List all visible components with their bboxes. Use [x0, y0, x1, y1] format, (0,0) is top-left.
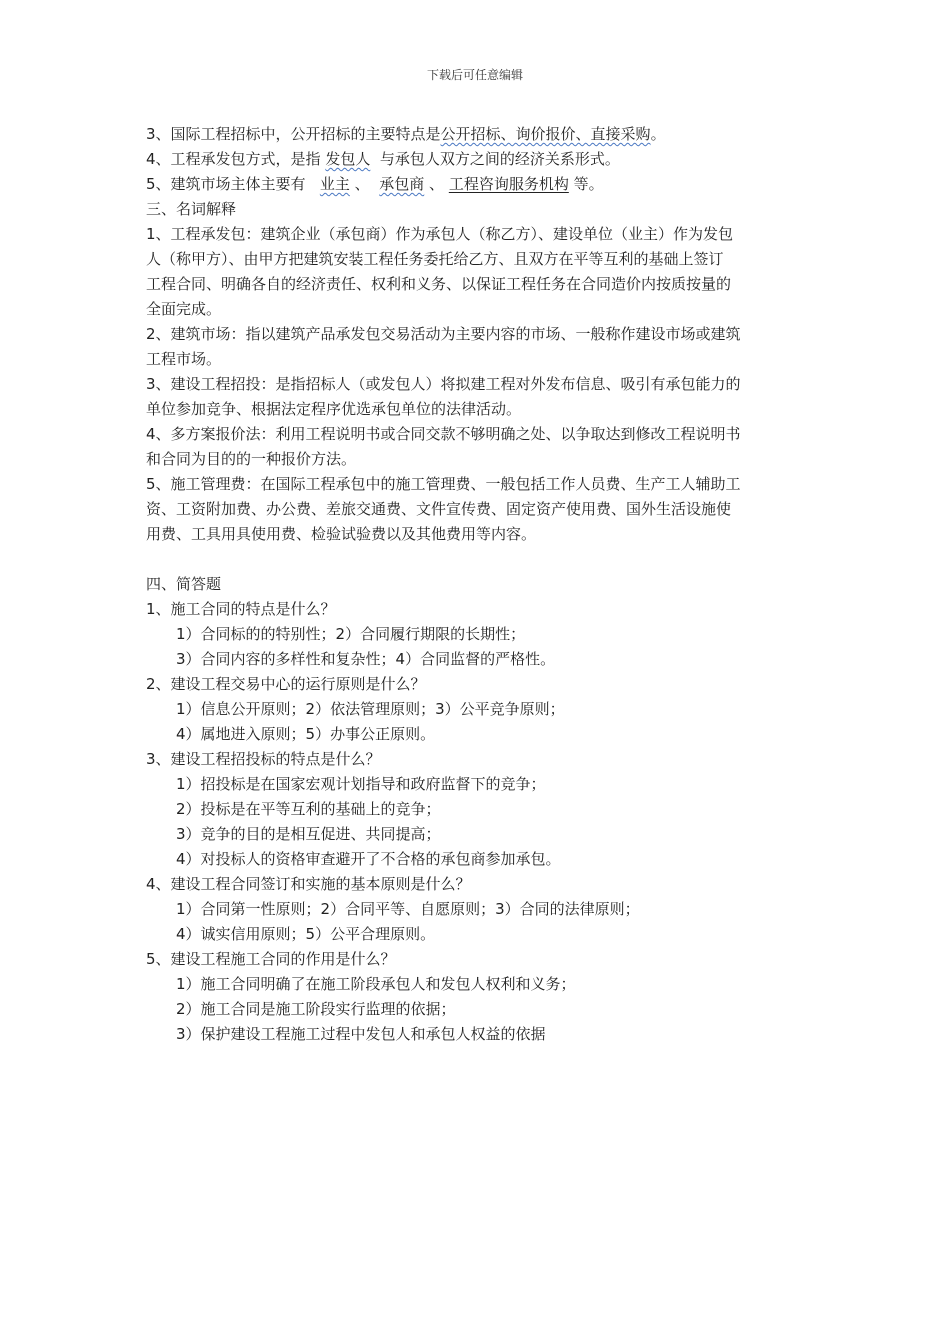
question-2	[146, 672, 811, 747]
text-line: 全面完成。	[146, 300, 222, 318]
answer-line: 4）诚实信用原则；5）公平合理原则。	[176, 925, 436, 943]
question-4	[146, 872, 811, 947]
spacer	[146, 547, 811, 572]
text-line: 4、多方案报价法：利用工程说明书或合同交款不够明确之处、以争取达到修改工程说明书	[146, 425, 741, 443]
text-line: 1、工程承发包：建筑企业（承包商）作为承包人（称乙方）、建设单位（业主）作为发包	[146, 225, 734, 243]
answer-line: 4）对投标人的资格审查避开了不合格的承包商参加承包。	[176, 850, 561, 868]
answer-line: 1）施工合同明确了在施工阶段承包人和发包人权利和义务；	[176, 975, 576, 993]
answer-line: 1）招投标是在国家宏观计划指导和政府监督下的竞争；	[176, 775, 546, 793]
section-title: 四、简答题	[146, 575, 222, 593]
page-header: 下载后可任意编辑	[426, 68, 523, 82]
question-text: 2、建设工程交易中心的运行原则是什么？	[146, 675, 426, 693]
term-definition-4	[146, 422, 811, 472]
text-line: 3、建设工程招投：是指招标人（或发包人）将拟建工程对外发布信息、吸引有承包能力的	[146, 375, 741, 393]
answer-line: 3）合同内容的多样性和复杂性；4）合同监督的严格性。	[176, 650, 556, 668]
answer-line: 3）保护建设工程施工过程中发包人和承包人权益的依据	[176, 1025, 546, 1043]
text-line: 人（称甲方）、由甲方把建筑安装工程任务委托给乙方、且双方在平等互利的基础上签订	[146, 250, 724, 268]
question-text: 4、建设工程合同签订和实施的基本原则是什么？	[146, 875, 471, 893]
text-line: 5、施工管理费：在国际工程承包中的施工管理费、一般包括工作人员费、生产工人辅助工	[146, 475, 741, 493]
text-line: 单位参加竞争、根据法定程序优选承包单位的法律活动。	[146, 400, 522, 418]
section-title: 三、名词解释	[146, 200, 237, 218]
text-line: 和合同为目的的一种报价方法。	[146, 450, 357, 468]
fill-in-answer: 承包商	[379, 175, 425, 193]
term-definition-5	[146, 472, 811, 547]
answer-line: 2）投标是在平等互利的基础上的竞争；	[176, 800, 441, 818]
question-text: 5、建设工程施工合同的作用是什么？	[146, 950, 396, 968]
text-line: 用费、工具用具使用费、检验试验费以及其他费用等内容。	[146, 525, 537, 543]
text-line: 2、建筑市场：指以建筑产品承发包交易活动为主要内容的市场、一般称作建设市场或建筑	[146, 325, 741, 343]
fill-in-answer: 工程咨询服务机构	[448, 175, 569, 193]
fill-in-prefix: 5、建筑市场主体主要有	[146, 175, 306, 193]
fill-in-sep: 、	[429, 175, 445, 193]
text-line: 资、工资附加费、办公费、差旅交通费、文件宣传费、固定资产使用费、国外生活设施使	[146, 500, 732, 518]
document-body	[146, 122, 811, 1047]
fill-in-sep: 、	[354, 175, 370, 193]
fill-in-prefix: 3、国际工程招标中，公开招标的主要特点是	[146, 125, 441, 143]
question-5	[146, 947, 811, 1047]
fill-in-suffix: 。	[650, 125, 666, 143]
answer-line: 1）信息公开原则；2）依法管理原则；3）公平竞争原则；	[176, 700, 565, 718]
fill-in-item-5	[146, 172, 811, 197]
question-text: 3、建设工程招投标的特点是什么？	[146, 750, 381, 768]
answer-line: 3）竞争的目的是相互促进、共同提高；	[176, 825, 441, 843]
fill-in-prefix: 4、工程承发包方式，是指	[146, 150, 321, 168]
question-3	[146, 747, 811, 872]
answer-line: 2）施工合同是施工阶段实行监理的依据；	[176, 1000, 456, 1018]
term-definition-2	[146, 322, 811, 372]
answer-line: 1）合同第一性原则；2）合同平等、自愿原则；3）合同的法律原则；	[176, 900, 640, 918]
question-text: 1、施工合同的特点是什么？	[146, 600, 336, 618]
fill-in-item-3	[146, 122, 811, 147]
fill-in-item-4	[146, 147, 811, 172]
fill-in-suffix: 等。	[573, 175, 604, 193]
term-definition-1	[146, 222, 811, 322]
answer-line: 4）属地进入原则；5）办事公正原则。	[176, 725, 436, 743]
fill-in-answer: 业主	[319, 175, 350, 193]
fill-in-answer: 发包人	[325, 150, 371, 168]
fill-in-middle: 与承包人双方之间的经济关系形式。	[379, 150, 620, 168]
term-definition-3	[146, 372, 811, 422]
question-1	[146, 597, 811, 672]
answer-line: 1）合同标的的特别性；2）合同履行期限的长期性；	[176, 625, 526, 643]
fill-in-answer: 公开招标、询价报价、直接采购	[440, 125, 651, 143]
text-line: 工程市场。	[146, 350, 222, 368]
text-line: 工程合同、明确各自的经济责任、权利和义务、以保证工程任务在合同造价内按质按量的	[146, 275, 732, 293]
